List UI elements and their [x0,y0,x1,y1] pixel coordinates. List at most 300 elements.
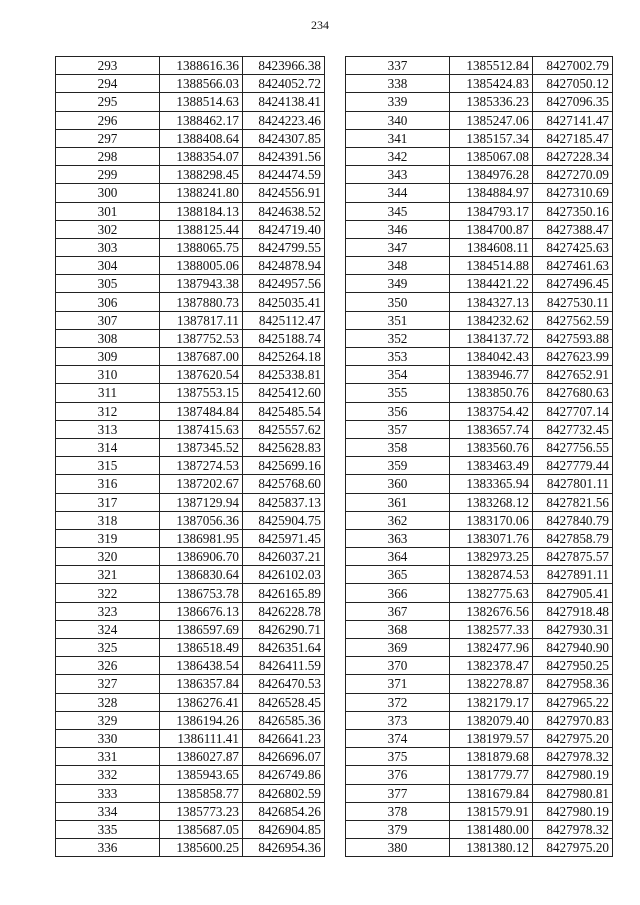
point-number-cell: 330 [56,729,160,747]
table-row [346,457,613,475]
table-row [346,602,613,620]
x-coordinate-cell: 1386027.87 [160,748,243,766]
x-coordinate-cell: 1381480.00 [450,820,533,838]
point-number-cell: 369 [346,639,450,657]
y-coordinate-cell: 8425112.47 [243,311,325,329]
y-coordinate-cell: 8427980.19 [533,766,613,784]
x-coordinate-cell: 1386597.69 [160,620,243,638]
y-coordinate-cell: 8424307.85 [243,129,325,147]
y-coordinate-cell: 8427593.88 [533,329,613,347]
y-coordinate-cell: 8427978.32 [533,820,613,838]
table-row [56,129,325,147]
y-coordinate-cell: 8427228.34 [533,147,613,165]
point-number-cell: 333 [56,784,160,802]
y-coordinate-cell: 8426290.71 [243,620,325,638]
point-number-cell: 344 [346,184,450,202]
y-coordinate-cell: 8427050.12 [533,75,613,93]
table-row [346,657,613,675]
x-coordinate-cell: 1385943.65 [160,766,243,784]
x-coordinate-cell: 1384232.62 [450,311,533,329]
point-number-cell: 328 [56,693,160,711]
x-coordinate-cell: 1386981.95 [160,529,243,547]
y-coordinate-cell: 8427779.44 [533,457,613,475]
y-coordinate-cell: 8427980.19 [533,802,613,820]
x-coordinate-cell: 1387056.36 [160,511,243,529]
table-row [346,529,613,547]
table-row [346,839,613,857]
table-row [56,238,325,256]
table-row [346,384,613,402]
table-row [56,657,325,675]
point-number-cell: 345 [346,202,450,220]
point-number-cell: 319 [56,529,160,547]
y-coordinate-cell: 8426411.59 [243,657,325,675]
point-number-cell: 373 [346,711,450,729]
point-number-cell: 311 [56,384,160,402]
x-coordinate-cell: 1383560.76 [450,438,533,456]
y-coordinate-cell: 8424556.91 [243,184,325,202]
y-coordinate-cell: 8426228.78 [243,602,325,620]
table-row [56,693,325,711]
table-row [56,311,325,329]
y-coordinate-cell: 8425904.75 [243,511,325,529]
x-coordinate-cell: 1382378.47 [450,657,533,675]
point-number-cell: 367 [346,602,450,620]
x-coordinate-cell: 1381779.77 [450,766,533,784]
x-coordinate-cell: 1381879.68 [450,748,533,766]
x-coordinate-cell: 1383850.76 [450,384,533,402]
y-coordinate-cell: 8425837.13 [243,493,325,511]
x-coordinate-cell: 1387202.67 [160,475,243,493]
x-coordinate-cell: 1387752.53 [160,329,243,347]
point-number-cell: 307 [56,311,160,329]
x-coordinate-cell: 1384608.11 [450,238,533,256]
table-row [56,820,325,838]
y-coordinate-cell: 8427840.79 [533,511,613,529]
x-coordinate-cell: 1384421.22 [450,275,533,293]
table-row [346,784,613,802]
y-coordinate-cell: 8427801.11 [533,475,613,493]
x-coordinate-cell: 1384327.13 [450,293,533,311]
table-row [346,348,613,366]
point-number-cell: 342 [346,147,450,165]
y-coordinate-cell: 8425338.81 [243,366,325,384]
table-row [56,802,325,820]
table-row [346,566,613,584]
point-number-cell: 364 [346,548,450,566]
table-row [346,129,613,147]
x-coordinate-cell: 1382577.33 [450,620,533,638]
y-coordinate-cell: 8427141.47 [533,111,613,129]
y-coordinate-cell: 8427185.47 [533,129,613,147]
table-row [346,293,613,311]
x-coordinate-cell: 1388184.13 [160,202,243,220]
table-row [346,493,613,511]
point-number-cell: 349 [346,275,450,293]
x-coordinate-cell: 1386438.54 [160,657,243,675]
x-coordinate-cell: 1382477.96 [450,639,533,657]
y-coordinate-cell: 8424878.94 [243,257,325,275]
table-row [346,202,613,220]
x-coordinate-cell: 1386753.78 [160,584,243,602]
y-coordinate-cell: 8427756.55 [533,438,613,456]
table-row [346,766,613,784]
table-row [56,147,325,165]
point-number-cell: 334 [56,802,160,820]
point-number-cell: 368 [346,620,450,638]
point-number-cell: 380 [346,839,450,857]
point-number-cell: 335 [56,820,160,838]
point-number-cell: 299 [56,166,160,184]
x-coordinate-cell: 1388125.44 [160,220,243,238]
x-coordinate-cell: 1382278.87 [450,675,533,693]
point-number-cell: 361 [346,493,450,511]
table-body [346,57,613,857]
point-number-cell: 308 [56,329,160,347]
coordinates-table-right [345,56,613,857]
y-coordinate-cell: 8427562.59 [533,311,613,329]
point-number-cell: 301 [56,202,160,220]
y-coordinate-cell: 8427905.41 [533,584,613,602]
y-coordinate-cell: 8425628.83 [243,438,325,456]
table-row [56,584,325,602]
point-number-cell: 317 [56,493,160,511]
table-row [346,275,613,293]
x-coordinate-cell: 1386194.26 [160,711,243,729]
y-coordinate-cell: 8427530.11 [533,293,613,311]
x-coordinate-cell: 1388566.03 [160,75,243,93]
x-coordinate-cell: 1385424.83 [450,75,533,93]
x-coordinate-cell: 1387345.52 [160,438,243,456]
point-number-cell: 353 [346,348,450,366]
table-row [346,420,613,438]
point-number-cell: 332 [56,766,160,784]
table-row [56,457,325,475]
y-coordinate-cell: 8424474.59 [243,166,325,184]
point-number-cell: 377 [346,784,450,802]
y-coordinate-cell: 8426102.03 [243,566,325,584]
y-coordinate-cell: 8427388.47 [533,220,613,238]
x-coordinate-cell: 1382179.17 [450,693,533,711]
table-row [56,275,325,293]
point-number-cell: 379 [346,820,450,838]
table-row [346,147,613,165]
point-number-cell: 310 [56,366,160,384]
point-number-cell: 360 [346,475,450,493]
point-number-cell: 321 [56,566,160,584]
y-coordinate-cell: 8426802.59 [243,784,325,802]
point-number-cell: 356 [346,402,450,420]
x-coordinate-cell: 1382973.25 [450,548,533,566]
x-coordinate-cell: 1385336.23 [450,93,533,111]
y-coordinate-cell: 8427270.09 [533,166,613,184]
table-row [346,802,613,820]
table-row [346,402,613,420]
y-coordinate-cell: 8427940.90 [533,639,613,657]
y-coordinate-cell: 8427975.20 [533,729,613,747]
table-row [56,529,325,547]
y-coordinate-cell: 8426351.64 [243,639,325,657]
table-row [56,184,325,202]
y-coordinate-cell: 8424052.72 [243,75,325,93]
x-coordinate-cell: 1388005.06 [160,257,243,275]
x-coordinate-cell: 1382874.53 [450,566,533,584]
x-coordinate-cell: 1385600.25 [160,839,243,857]
point-number-cell: 362 [346,511,450,529]
page-number: 234 [311,18,329,32]
y-coordinate-cell: 8427918.48 [533,602,613,620]
y-coordinate-cell: 8426749.86 [243,766,325,784]
point-number-cell: 348 [346,257,450,275]
table-row [346,729,613,747]
y-coordinate-cell: 8425264.18 [243,348,325,366]
x-coordinate-cell: 1387129.94 [160,493,243,511]
x-coordinate-cell: 1388298.45 [160,166,243,184]
y-coordinate-cell: 8427858.79 [533,529,613,547]
y-coordinate-cell: 8426696.07 [243,748,325,766]
x-coordinate-cell: 1384976.28 [450,166,533,184]
point-number-cell: 372 [346,693,450,711]
point-number-cell: 320 [56,548,160,566]
point-number-cell: 343 [346,166,450,184]
point-number-cell: 313 [56,420,160,438]
table-row [346,693,613,711]
x-coordinate-cell: 1381979.57 [450,729,533,747]
point-number-cell: 302 [56,220,160,238]
x-coordinate-cell: 1383268.12 [450,493,533,511]
y-coordinate-cell: 8424391.56 [243,147,325,165]
table-row [346,238,613,256]
table-row [346,748,613,766]
table-row [346,166,613,184]
x-coordinate-cell: 1385247.06 [450,111,533,129]
table-row [346,475,613,493]
x-coordinate-cell: 1384700.87 [450,220,533,238]
point-number-cell: 341 [346,129,450,147]
table-row [56,493,325,511]
x-coordinate-cell: 1383754.42 [450,402,533,420]
point-number-cell: 316 [56,475,160,493]
point-number-cell: 304 [56,257,160,275]
point-number-cell: 314 [56,438,160,456]
y-coordinate-cell: 8427096.35 [533,93,613,111]
point-number-cell: 338 [346,75,450,93]
point-number-cell: 339 [346,93,450,111]
x-coordinate-cell: 1384042.43 [450,348,533,366]
point-number-cell: 318 [56,511,160,529]
table-row [56,729,325,747]
point-number-cell: 359 [346,457,450,475]
point-number-cell: 347 [346,238,450,256]
x-coordinate-cell: 1383365.94 [450,475,533,493]
point-number-cell: 357 [346,420,450,438]
y-coordinate-cell: 8427958.36 [533,675,613,693]
table-row [346,57,613,75]
x-coordinate-cell: 1383170.06 [450,511,533,529]
table-row [56,329,325,347]
table-row [346,584,613,602]
table-row [56,257,325,275]
y-coordinate-cell: 8427970.83 [533,711,613,729]
x-coordinate-cell: 1381380.12 [450,839,533,857]
table-row [56,602,325,620]
table-row [56,839,325,857]
y-coordinate-cell: 8426585.36 [243,711,325,729]
y-coordinate-cell: 8427461.63 [533,257,613,275]
table-body [56,57,325,857]
table-row [346,184,613,202]
x-coordinate-cell: 1386518.49 [160,639,243,657]
table-row [56,784,325,802]
x-coordinate-cell: 1385773.23 [160,802,243,820]
point-number-cell: 375 [346,748,450,766]
y-coordinate-cell: 8427950.25 [533,657,613,675]
table-row [346,329,613,347]
y-coordinate-cell: 8427732.45 [533,420,613,438]
x-coordinate-cell: 1387484.84 [160,402,243,420]
y-coordinate-cell: 8424223.46 [243,111,325,129]
table-row [56,511,325,529]
point-number-cell: 354 [346,366,450,384]
table-row [56,111,325,129]
point-number-cell: 326 [56,657,160,675]
table-row [56,166,325,184]
point-number-cell: 296 [56,111,160,129]
table-row [56,220,325,238]
y-coordinate-cell: 8425412.60 [243,384,325,402]
point-number-cell: 293 [56,57,160,75]
x-coordinate-cell: 1387880.73 [160,293,243,311]
y-coordinate-cell: 8427425.63 [533,238,613,256]
y-coordinate-cell: 8427652.91 [533,366,613,384]
table-row [346,620,613,638]
x-coordinate-cell: 1387817.11 [160,311,243,329]
x-coordinate-cell: 1384137.72 [450,329,533,347]
x-coordinate-cell: 1384884.97 [450,184,533,202]
y-coordinate-cell: 8427965.22 [533,693,613,711]
x-coordinate-cell: 1387415.63 [160,420,243,438]
x-coordinate-cell: 1386111.41 [160,729,243,747]
y-coordinate-cell: 8426528.45 [243,693,325,711]
table-row [346,220,613,238]
x-coordinate-cell: 1386276.41 [160,693,243,711]
x-coordinate-cell: 1382676.56 [450,602,533,620]
table-row [56,438,325,456]
point-number-cell: 363 [346,529,450,547]
x-coordinate-cell: 1383946.77 [450,366,533,384]
point-number-cell: 297 [56,129,160,147]
point-number-cell: 305 [56,275,160,293]
y-coordinate-cell: 8427623.99 [533,348,613,366]
x-coordinate-cell: 1387687.00 [160,348,243,366]
x-coordinate-cell: 1381579.91 [450,802,533,820]
table-row [56,420,325,438]
table-row [56,293,325,311]
x-coordinate-cell: 1386676.13 [160,602,243,620]
point-number-cell: 298 [56,147,160,165]
x-coordinate-cell: 1383463.49 [450,457,533,475]
point-number-cell: 322 [56,584,160,602]
x-coordinate-cell: 1388514.63 [160,93,243,111]
y-coordinate-cell: 8427980.81 [533,784,613,802]
y-coordinate-cell: 8427930.31 [533,620,613,638]
coordinates-table-left [55,56,325,857]
x-coordinate-cell: 1388354.07 [160,147,243,165]
x-coordinate-cell: 1384514.88 [450,257,533,275]
y-coordinate-cell: 8424138.41 [243,93,325,111]
y-coordinate-cell: 8424719.40 [243,220,325,238]
x-coordinate-cell: 1383657.74 [450,420,533,438]
x-coordinate-cell: 1385858.77 [160,784,243,802]
point-number-cell: 324 [56,620,160,638]
table-row [56,639,325,657]
table-row [56,675,325,693]
y-coordinate-cell: 8426641.23 [243,729,325,747]
point-number-cell: 294 [56,75,160,93]
x-coordinate-cell: 1385687.05 [160,820,243,838]
table-row [346,257,613,275]
x-coordinate-cell: 1388241.80 [160,184,243,202]
x-coordinate-cell: 1387943.38 [160,275,243,293]
point-number-cell: 351 [346,311,450,329]
y-coordinate-cell: 8423966.38 [243,57,325,75]
y-coordinate-cell: 8425768.60 [243,475,325,493]
point-number-cell: 352 [346,329,450,347]
x-coordinate-cell: 1385067.08 [450,147,533,165]
table-row [56,566,325,584]
x-coordinate-cell: 1387620.54 [160,366,243,384]
table-row [56,548,325,566]
x-coordinate-cell: 1386830.64 [160,566,243,584]
y-coordinate-cell: 8427002.79 [533,57,613,75]
x-coordinate-cell: 1385157.34 [450,129,533,147]
table-row [56,348,325,366]
point-number-cell: 346 [346,220,450,238]
y-coordinate-cell: 8427891.11 [533,566,613,584]
table-row [56,75,325,93]
y-coordinate-cell: 8427310.69 [533,184,613,202]
table-row [56,475,325,493]
y-coordinate-cell: 8427707.14 [533,402,613,420]
point-number-cell: 325 [56,639,160,657]
y-coordinate-cell: 8427975.20 [533,839,613,857]
point-number-cell: 315 [56,457,160,475]
x-coordinate-cell: 1382079.40 [450,711,533,729]
y-coordinate-cell: 8426470.53 [243,675,325,693]
y-coordinate-cell: 8426904.85 [243,820,325,838]
table-row [56,402,325,420]
y-coordinate-cell: 8425557.62 [243,420,325,438]
table-row [346,75,613,93]
point-number-cell: 295 [56,93,160,111]
y-coordinate-cell: 8427350.16 [533,202,613,220]
table-row [346,639,613,657]
x-coordinate-cell: 1387274.53 [160,457,243,475]
table-row [346,438,613,456]
point-number-cell: 371 [346,675,450,693]
x-coordinate-cell: 1387553.15 [160,384,243,402]
y-coordinate-cell: 8424799.55 [243,238,325,256]
y-coordinate-cell: 8426037.21 [243,548,325,566]
x-coordinate-cell: 1384793.17 [450,202,533,220]
table-row [56,620,325,638]
x-coordinate-cell: 1386357.84 [160,675,243,693]
point-number-cell: 378 [346,802,450,820]
y-coordinate-cell: 8424638.52 [243,202,325,220]
point-number-cell: 350 [346,293,450,311]
table-row [56,384,325,402]
x-coordinate-cell: 1388616.36 [160,57,243,75]
